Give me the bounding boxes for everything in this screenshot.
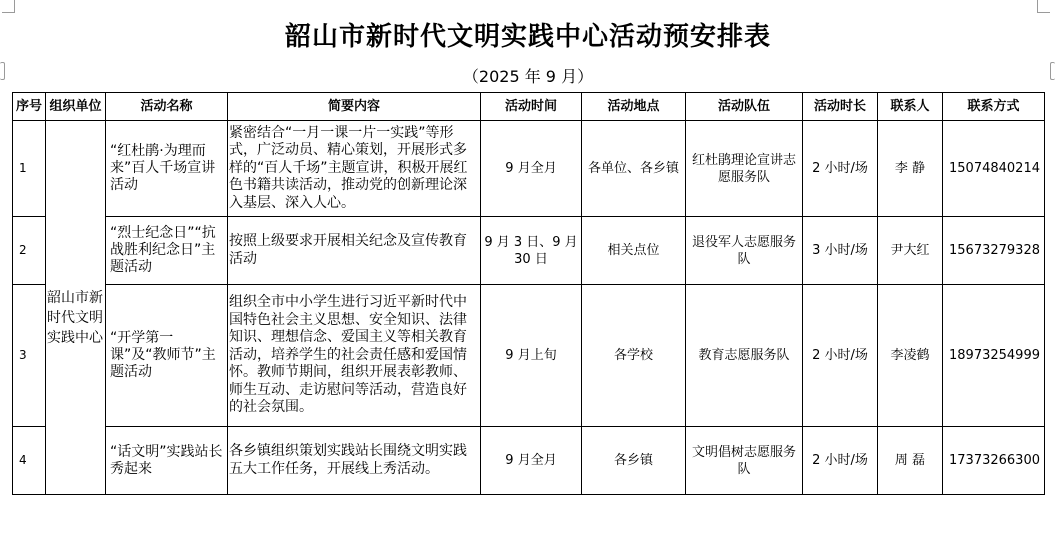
contact-person: 李 静: [878, 121, 943, 217]
activity-time: 9 月 3 日、9 月 30 日: [481, 217, 582, 285]
activity-duration: 3 小时/场: [803, 217, 878, 285]
activity-place: 相关点位: [582, 217, 686, 285]
activity-duration: 2 小时/场: [803, 285, 878, 427]
table-row: [13, 217, 1045, 285]
header-phone: 联系方式: [943, 93, 1045, 121]
activity-summary: 组织全市中小学生进行习近平新时代中国特色社会主义思想、安全知识、法律知识、理想信念、爱国主义等相关教育活动，培养学生的社会责任感和爱国情怀。教师节期间，组织开展表彰教师、师生互动、走访慰问等活动，营造良好的社会氛围。: [228, 285, 481, 427]
row-seq: 3: [13, 285, 46, 427]
org-unit-cell: 韶山市新时代文明实践中心: [46, 121, 106, 495]
table-row: [13, 121, 1045, 217]
activity-team: 教育志愿服务队: [686, 285, 803, 427]
activity-name: “开学第一课”及“教师节”主题活动: [106, 285, 228, 427]
document-title: 韶山市新时代文明实践中心活动预安排表: [284, 22, 771, 52]
header-team: 活动队伍: [686, 93, 803, 121]
activity-summary: 各乡镇组织策划实践站长围绕文明实践五大工作任务，开展线上秀活动。: [228, 427, 481, 495]
table-header-row: [13, 93, 1045, 121]
contact-phone: 15673279328: [943, 217, 1045, 285]
activity-name: “话文明”实践站长秀起来: [106, 427, 228, 495]
activity-time: 9 月全月: [481, 121, 582, 217]
contact-phone: 15074840214: [943, 121, 1045, 217]
header-seq: 序号: [13, 93, 46, 121]
row-seq: 1: [13, 121, 46, 217]
header-place: 活动地点: [582, 93, 686, 121]
header-duration: 活动时长: [803, 93, 878, 121]
header-contact: 联系人: [878, 93, 943, 121]
page-corner-mark: [2, 0, 15, 13]
activity-time: 9 月全月: [481, 427, 582, 495]
activity-summary: 紧密结合“一月一课一片一实践”等形式，广泛动员、精心策划，开展形式多样的“百人千场”主题宣讲，积极开展红色书籍共读活动，推动党的创新理论深入基层、深入人心。: [228, 121, 481, 217]
contact-person: 李凌鹤: [878, 285, 943, 427]
page-corner-mark: [1037, 0, 1050, 13]
contact-phone: 17373266300: [943, 427, 1045, 495]
activity-place: 各乡镇: [582, 427, 686, 495]
header-name: 活动名称: [106, 93, 228, 121]
activity-team: 文明倡树志愿服务队: [686, 427, 803, 495]
activity-team: 退役军人志愿服务队: [686, 217, 803, 285]
activity-name: “红杜鹃·为理而来”百人千场宣讲活动: [106, 121, 228, 217]
header-summary: 简要内容: [228, 93, 481, 121]
header-unit: 组织单位: [46, 93, 106, 121]
activity-time: 9 月上旬: [481, 285, 582, 427]
row-seq: 4: [13, 427, 46, 495]
table-row: [13, 427, 1045, 495]
schedule-table: [12, 92, 1045, 495]
activity-duration: 2 小时/场: [803, 121, 878, 217]
activity-place: 各学校: [582, 285, 686, 427]
activity-duration: 2 小时/场: [803, 427, 878, 495]
document-subtitle: （2025 年 9 月）: [462, 67, 594, 86]
contact-person: 尹大红: [878, 217, 943, 285]
table-row: [13, 285, 1045, 427]
contact-phone: 18973254999: [943, 285, 1045, 427]
row-seq: 2: [13, 217, 46, 285]
header-time: 活动时间: [481, 93, 582, 121]
activity-team: 红杜鹃理论宣讲志愿服务队: [686, 121, 803, 217]
activity-place: 各单位、各乡镇: [582, 121, 686, 217]
activity-summary: 按照上级要求开展相关纪念及宣传教育活动: [228, 217, 481, 285]
activity-name: “烈士纪念日”“抗战胜利纪念日”主题活动: [106, 217, 228, 285]
contact-person: 周 磊: [878, 427, 943, 495]
